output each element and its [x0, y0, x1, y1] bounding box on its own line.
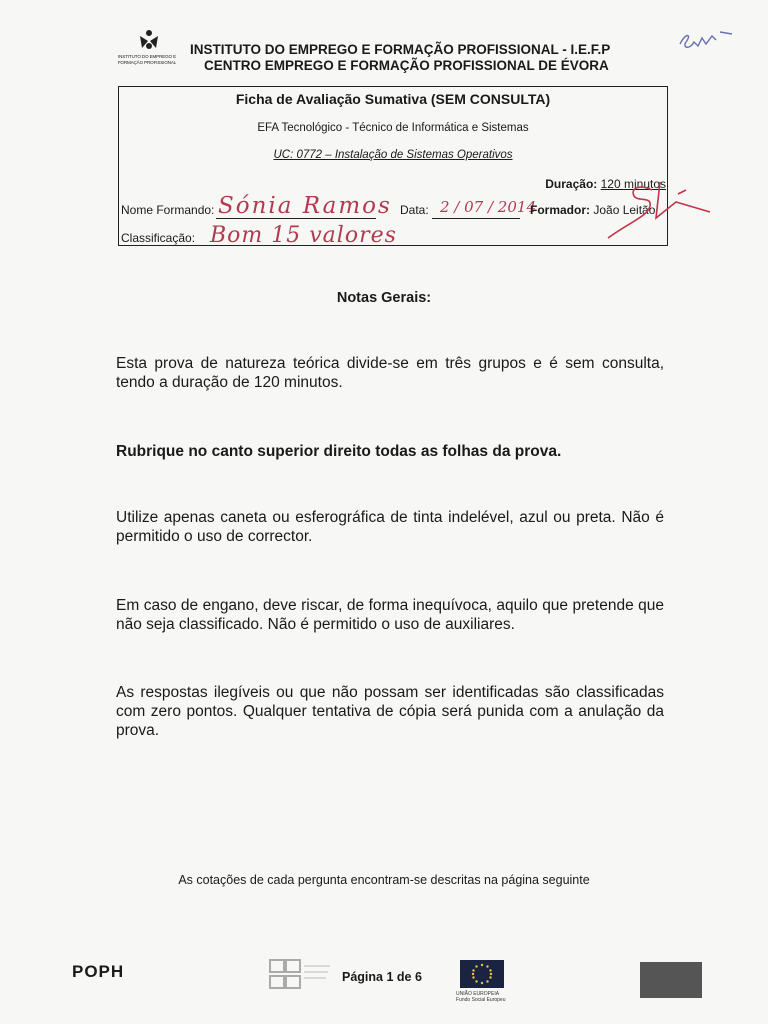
institution-title: INSTITUTO DO EMPREGO E FORMAÇÃO PROFISSIONAL - I.E.F.P [190, 42, 611, 57]
grade-value: Bom 15 valores [210, 223, 397, 248]
iefp-logo-text: INSTITUTO DO EMPREGO E FORMAÇÃO PROFISSIONAL [117, 54, 177, 65]
trainer-name: João Leitão [593, 203, 656, 217]
note-paragraph-4: Em caso de engano, deve riscar, de forma inequívoca, aquilo que pretende que não seja classificado. Não é permitido o uso de auxiliares. [116, 597, 664, 633]
date-line [432, 218, 520, 219]
rubric-scribble [676, 24, 736, 58]
general-notes-heading: Notas Gerais: [336, 290, 432, 306]
government-emblem-icon [640, 962, 702, 998]
iefp-logo-icon [138, 28, 160, 52]
evaluation-header-box [118, 86, 668, 246]
note-paragraph-2: Rubrique no canto superior direito todas as folhas da prova. [116, 443, 562, 460]
iefp-logo [112, 28, 182, 70]
qren-logo [268, 956, 334, 992]
page-number: Página 1 de 6 [342, 970, 422, 984]
eu-title: UNIÃO EUROPEIA [456, 991, 500, 997]
eu-subtitle: Fundo Social Europeu [456, 997, 506, 1003]
grade-label: Classificação: [121, 231, 196, 245]
note-paragraph-1: Esta prova de natureza teórica divide-se em três grupos e é sem consulta, tendo a duração de 120 minutos. [116, 355, 664, 391]
duration-label: Duração: [545, 177, 598, 191]
eu-label [456, 991, 516, 1003]
trainer-signature [590, 172, 720, 244]
center-title: CENTRO EMPREGO E FORMAÇÃO PROFISSIONAL DE ÉVORA [204, 58, 609, 73]
note-paragraph-5: As respostas ilegíveis ou que não possam ser identificadas são classificadas com zero pontos. Qualquer tentativa de cópia será punida com a anulação da prova. [116, 684, 664, 739]
unit-name [118, 149, 668, 161]
student-name-value: Sónia Ramos [218, 193, 392, 219]
date-label: Data: [400, 203, 429, 217]
date-value: 2 / 07 / 2014 [440, 198, 536, 216]
unit-name-text: UC: 0772 – Instalação de Sistemas Operativos [273, 149, 513, 161]
note-paragraph-3: Utilize apenas caneta ou esferográfica de tinta indelével, azul ou preta. Não é permitido o uso de corrector. [116, 509, 664, 545]
eu-flag-icon [460, 960, 504, 988]
trainer-label: Formador: [530, 203, 590, 217]
duration-value: 120 minutos [600, 177, 666, 191]
form-title: Ficha de Avaliação Sumativa (SEM CONSULTA) [235, 91, 551, 107]
poph-logo: POPH [72, 962, 125, 981]
student-name-label: Nome Formando: [121, 203, 215, 217]
scoring-note: As cotações de cada pergunta encontram-se descritas na página seguinte [178, 873, 590, 887]
course-name: EFA Tecnológico - Técnico de Informática e Sistemas [257, 122, 529, 134]
